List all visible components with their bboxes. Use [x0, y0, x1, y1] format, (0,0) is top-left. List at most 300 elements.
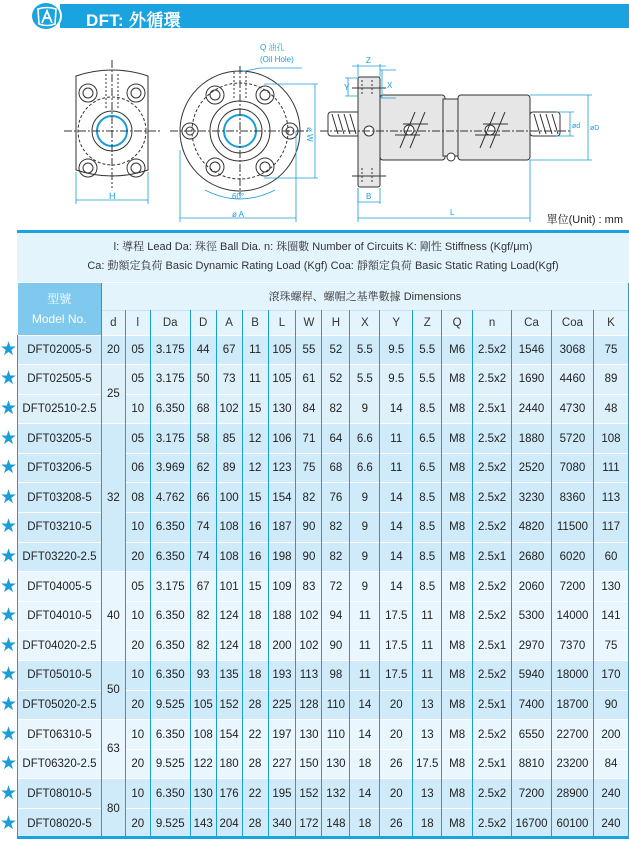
cell-h: 110	[322, 690, 350, 720]
cell-ca: 2970	[512, 631, 552, 661]
cell-d: 93	[190, 661, 216, 691]
table-row	[0, 424, 629, 454]
cell-coa: 7370	[551, 631, 593, 661]
column-header-l: l	[125, 310, 150, 335]
model-cell: DFT03210-5	[18, 513, 102, 543]
diameter-cell: 25	[101, 365, 125, 424]
cell-da: 3.175	[150, 335, 190, 365]
table-row	[0, 365, 629, 395]
cell-a: 85	[216, 424, 242, 454]
column-header-y: Y	[380, 310, 413, 335]
table-body	[0, 335, 629, 838]
column-header-z: Z	[413, 310, 442, 335]
cell-k: 108	[593, 424, 628, 454]
cell-l: 20	[125, 809, 150, 839]
cell-n: 2.5x2	[473, 720, 512, 750]
cell-ca: 5940	[512, 661, 552, 691]
cell-ca: 16700	[512, 809, 552, 839]
cell-ca: 6550	[512, 720, 552, 750]
cell-k: 75	[593, 631, 628, 661]
cell-q: M8	[442, 424, 473, 454]
cell-ca: 7400	[512, 690, 552, 720]
cell-h: 68	[322, 453, 350, 483]
cell-da: 6.350	[150, 601, 190, 631]
table-row	[0, 483, 629, 513]
cell-y: 17.5	[380, 631, 413, 661]
cell-z: 11	[413, 631, 442, 661]
cell-ca: 2520	[512, 453, 552, 483]
model-header-en: Model No.	[31, 311, 87, 326]
cell-w: 113	[296, 661, 322, 691]
cell-k: 170	[593, 661, 628, 691]
cell-y: 20	[380, 779, 413, 809]
cell-z: 13	[413, 720, 442, 750]
cell-z: 18	[413, 809, 442, 839]
cell-da: 6.350	[150, 394, 190, 424]
dimensions-table	[0, 283, 629, 838]
cell-y: 17.5	[380, 601, 413, 631]
cell-a: 67	[216, 335, 242, 365]
cell-n: 2.5x1	[473, 394, 512, 424]
star-icon: ★	[0, 424, 18, 454]
star-icon: ★	[0, 453, 18, 483]
cell-n: 2.5x2	[473, 483, 512, 513]
cell-h: 94	[322, 601, 350, 631]
cell-q: M8	[442, 779, 473, 809]
cell-a: 108	[216, 513, 242, 543]
cell-y: 14	[380, 572, 413, 602]
dim-phid: ød	[572, 123, 581, 130]
cell-da: 6.350	[150, 661, 190, 691]
cell-d: 44	[190, 335, 216, 365]
cell-coa: 5720	[551, 424, 593, 454]
cell-q: M8	[442, 513, 473, 543]
cell-w: 61	[296, 365, 322, 395]
cell-z: 8.5	[413, 483, 442, 513]
cell-x: 11	[350, 631, 380, 661]
cell-ca: 8810	[512, 749, 552, 779]
model-header-cn: 型號	[47, 291, 72, 306]
cell-z: 6.5	[413, 424, 442, 454]
cell-d: 105	[190, 690, 216, 720]
cell-z: 13	[413, 690, 442, 720]
column-header-q: Q	[442, 310, 473, 335]
cell-q: M8	[442, 542, 473, 572]
cell-w: 152	[296, 779, 322, 809]
cell-l: 106	[268, 424, 296, 454]
cell-l: 200	[268, 631, 296, 661]
model-cell: DFT04005-5	[18, 572, 102, 602]
cell-a: 204	[216, 809, 242, 839]
cell-coa: 18000	[551, 661, 593, 691]
cell-ca: 1880	[512, 424, 552, 454]
cell-l: 130	[268, 394, 296, 424]
cell-da: 6.350	[150, 542, 190, 572]
diameter-cell: 32	[101, 424, 125, 572]
cell-y: 14	[380, 483, 413, 513]
dim-B: B	[366, 192, 372, 201]
cell-x: 9	[350, 483, 380, 513]
cell-w: 84	[296, 394, 322, 424]
cell-a: 135	[216, 661, 242, 691]
cell-k: 200	[593, 720, 628, 750]
cell-b: 22	[242, 779, 268, 809]
cell-l: 195	[268, 779, 296, 809]
cell-x: 9	[350, 542, 380, 572]
cell-ca: 3230	[512, 483, 552, 513]
cell-coa: 4730	[551, 394, 593, 424]
cell-w: 102	[296, 601, 322, 631]
table-row	[0, 690, 629, 720]
cell-d: 74	[190, 513, 216, 543]
cell-d: 130	[190, 779, 216, 809]
cell-h: 64	[322, 424, 350, 454]
cell-b: 12	[242, 424, 268, 454]
cell-n: 2.5x2	[473, 365, 512, 395]
cell-n: 2.5x2	[473, 779, 512, 809]
star-icon: ★	[0, 542, 18, 572]
cell-l: 227	[268, 749, 296, 779]
cell-da: 6.350	[150, 631, 190, 661]
star-icon: ★	[0, 572, 18, 602]
cell-coa: 11500	[551, 513, 593, 543]
cell-a: 108	[216, 542, 242, 572]
star-icon: ★	[0, 601, 18, 631]
cell-da: 6.350	[150, 779, 190, 809]
cell-x: 9	[350, 572, 380, 602]
cell-l: 193	[268, 661, 296, 691]
column-header-d: d	[101, 310, 125, 335]
cell-l: 109	[268, 572, 296, 602]
cell-h: 76	[322, 483, 350, 513]
cell-n: 2.5x2	[473, 513, 512, 543]
cell-ca: 4820	[512, 513, 552, 543]
diameter-cell: 50	[101, 661, 125, 720]
column-header-coa: Coa	[551, 310, 593, 335]
cell-n: 2.5x2	[473, 335, 512, 365]
cell-k: 84	[593, 749, 628, 779]
cell-l: 20	[125, 749, 150, 779]
page-title: DFT: 外循環	[86, 11, 181, 30]
star-icon: ★	[0, 749, 18, 779]
cell-l: 154	[268, 483, 296, 513]
cell-l: 05	[125, 572, 150, 602]
cell-n: 2.5x2	[473, 572, 512, 602]
cell-q: M8	[442, 690, 473, 720]
model-cell: DFT03206-5	[18, 453, 102, 483]
cell-x: 18	[350, 749, 380, 779]
cell-da: 3.175	[150, 365, 190, 395]
cell-h: 82	[322, 394, 350, 424]
column-header-n: n	[473, 310, 512, 335]
cell-a: 152	[216, 690, 242, 720]
cell-z: 5.5	[413, 365, 442, 395]
table-row	[0, 601, 629, 631]
star-icon: ★	[0, 483, 18, 513]
cell-y: 9.5	[380, 365, 413, 395]
cell-a: 89	[216, 453, 242, 483]
table-row	[0, 394, 629, 424]
model-cell: DFT03205-5	[18, 424, 102, 454]
cell-l: 05	[125, 335, 150, 365]
cell-l: 197	[268, 720, 296, 750]
legend-line-2: Ca: 動額定負荷 Basic Dynamic Rating Load (Kgf) Coa: 靜額定負荷 Basic Static Rating Load(Kgf)	[87, 260, 559, 272]
cell-da: 9.525	[150, 690, 190, 720]
cell-q: M8	[442, 365, 473, 395]
column-header-da: Da	[150, 310, 190, 335]
cell-da: 9.525	[150, 809, 190, 839]
cell-d: 143	[190, 809, 216, 839]
table-row	[0, 335, 629, 365]
cell-w: 55	[296, 335, 322, 365]
cell-a: 180	[216, 749, 242, 779]
cell-q: M6	[442, 335, 473, 365]
cell-b: 18	[242, 661, 268, 691]
cell-x: 18	[350, 809, 380, 839]
cell-k: 48	[593, 394, 628, 424]
column-header-w: W	[296, 310, 322, 335]
cell-k: 240	[593, 779, 628, 809]
cell-d: 58	[190, 424, 216, 454]
cell-q: M8	[442, 483, 473, 513]
cell-ca: 1546	[512, 335, 552, 365]
cell-k: 130	[593, 572, 628, 602]
cell-da: 6.350	[150, 513, 190, 543]
dim-phiA: ø A	[232, 210, 245, 219]
cell-h: 72	[322, 572, 350, 602]
cell-d: 67	[190, 572, 216, 602]
cell-l: 05	[125, 365, 150, 395]
cell-b: 15	[242, 572, 268, 602]
cell-k: 240	[593, 809, 628, 839]
cell-q: M8	[442, 809, 473, 839]
star-icon: ★	[0, 394, 18, 424]
model-cell: DFT03208-5	[18, 483, 102, 513]
cell-b: 22	[242, 720, 268, 750]
table-bottom-rule	[17, 836, 629, 839]
cell-b: 15	[242, 483, 268, 513]
cell-y: 14	[380, 513, 413, 543]
cell-coa: 8360	[551, 483, 593, 513]
cell-z: 8.5	[413, 542, 442, 572]
cell-l: 20	[125, 542, 150, 572]
cell-da: 3.175	[150, 572, 190, 602]
oil-hole-label-en: (Oil Hole)	[260, 55, 294, 64]
cell-w: 128	[296, 690, 322, 720]
cell-w: 172	[296, 809, 322, 839]
cell-h: 148	[322, 809, 350, 839]
cell-coa: 4460	[551, 365, 593, 395]
cell-a: 102	[216, 394, 242, 424]
cell-n: 2.5x2	[473, 661, 512, 691]
dim-Y: Y	[344, 83, 350, 92]
cell-w: 130	[296, 720, 322, 750]
star-header-spacer	[0, 283, 18, 335]
cell-ca: 2440	[512, 394, 552, 424]
cell-l: 105	[268, 335, 296, 365]
cell-y: 14	[380, 394, 413, 424]
cell-q: M8	[442, 453, 473, 483]
cell-ca: 2060	[512, 572, 552, 602]
cell-l: 340	[268, 809, 296, 839]
cell-q: M8	[442, 749, 473, 779]
cell-q: M8	[442, 720, 473, 750]
cell-coa: 22700	[551, 720, 593, 750]
cell-k: 90	[593, 690, 628, 720]
cell-b: 18	[242, 631, 268, 661]
cell-x: 14	[350, 690, 380, 720]
star-icon: ★	[0, 631, 18, 661]
model-cell: DFT08020-5	[18, 809, 102, 839]
cell-l: 10	[125, 661, 150, 691]
star-icon: ★	[0, 513, 18, 543]
diameter-cell: 80	[101, 779, 125, 838]
cell-b: 18	[242, 601, 268, 631]
cell-l: 188	[268, 601, 296, 631]
cell-z: 17.5	[413, 749, 442, 779]
cell-da: 4.762	[150, 483, 190, 513]
cell-l: 198	[268, 542, 296, 572]
dim-phiW: ø W	[305, 127, 314, 142]
star-icon: ★	[0, 661, 18, 691]
cell-d: 68	[190, 394, 216, 424]
cell-k: 111	[593, 453, 628, 483]
model-cell: DFT08010-5	[18, 779, 102, 809]
cell-h: 82	[322, 542, 350, 572]
cell-n: 2.5x1	[473, 690, 512, 720]
model-cell: DFT02005-5	[18, 335, 102, 365]
column-header-l: L	[268, 310, 296, 335]
star-icon: ★	[0, 690, 18, 720]
flange-side-view	[64, 60, 160, 188]
cell-y: 26	[380, 809, 413, 839]
star-icon: ★	[0, 365, 18, 395]
cell-y: 26	[380, 749, 413, 779]
table-row	[0, 542, 629, 572]
diameter-cell: 63	[101, 720, 125, 779]
cell-ca: 7200	[512, 779, 552, 809]
cell-x: 14	[350, 779, 380, 809]
cell-a: 101	[216, 572, 242, 602]
cell-d: 62	[190, 453, 216, 483]
column-header-b: B	[242, 310, 268, 335]
star-icon: ★	[0, 720, 18, 750]
cell-z: 8.5	[413, 394, 442, 424]
cell-h: 52	[322, 365, 350, 395]
cell-q: M8	[442, 631, 473, 661]
model-cell: DFT04010-5	[18, 601, 102, 631]
column-header-a: A	[216, 310, 242, 335]
cell-ca: 1690	[512, 365, 552, 395]
cell-x: 5.5	[350, 335, 380, 365]
cell-n: 2.5x1	[473, 749, 512, 779]
cell-b: 28	[242, 809, 268, 839]
unit-label: 單位(Unit) : mm	[546, 214, 623, 226]
table-row	[0, 631, 629, 661]
table-row	[0, 572, 629, 602]
oil-hole-label: Q 油孔	[260, 43, 285, 52]
cell-coa: 7200	[551, 572, 593, 602]
model-cell: DFT02510-2.5	[18, 394, 102, 424]
cell-q: M8	[442, 601, 473, 631]
cell-ca: 2680	[512, 542, 552, 572]
cell-b: 11	[242, 335, 268, 365]
column-header-x: X	[350, 310, 380, 335]
company-logo-icon	[30, 1, 62, 31]
cell-d: 82	[190, 601, 216, 631]
cell-y: 11	[380, 453, 413, 483]
cell-z: 5.5	[413, 335, 442, 365]
cell-l: 10	[125, 513, 150, 543]
cell-x: 5.5	[350, 365, 380, 395]
dim-angle: 60°	[232, 192, 245, 201]
cell-n: 2.5x2	[473, 424, 512, 454]
cell-w: 90	[296, 542, 322, 572]
cell-l: 20	[125, 690, 150, 720]
ball-nut-drawing	[0, 36, 629, 230]
cell-b: 11	[242, 365, 268, 395]
cell-d: 50	[190, 365, 216, 395]
cell-coa: 7080	[551, 453, 593, 483]
cell-k: 141	[593, 601, 628, 631]
cell-q: M8	[442, 661, 473, 691]
dimensions-group-header: 滾珠螺桿、螺帽之基準數據 Dimensions	[101, 283, 628, 310]
cell-q: M8	[442, 572, 473, 602]
cell-a: 73	[216, 365, 242, 395]
diameter-cell: 40	[101, 572, 125, 661]
cell-d: 108	[190, 720, 216, 750]
table-row	[0, 661, 629, 691]
cell-a: 176	[216, 779, 242, 809]
cell-w: 102	[296, 631, 322, 661]
cell-y: 14	[380, 542, 413, 572]
cell-n: 2.5x2	[473, 453, 512, 483]
cell-h: 130	[322, 749, 350, 779]
cell-a: 154	[216, 720, 242, 750]
cell-z: 11	[413, 601, 442, 631]
cell-n: 2.5x1	[473, 542, 512, 572]
table-row	[0, 779, 629, 809]
cell-l: 05	[125, 424, 150, 454]
cell-b: 16	[242, 513, 268, 543]
cell-w: 90	[296, 513, 322, 543]
column-header-k: K	[593, 310, 628, 335]
cell-y: 20	[380, 690, 413, 720]
cell-z: 6.5	[413, 453, 442, 483]
star-icon: ★	[0, 335, 18, 365]
dim-H: H	[109, 191, 116, 201]
cell-h: 90	[322, 631, 350, 661]
cell-x: 11	[350, 661, 380, 691]
model-cell: DFT05020-2.5	[18, 690, 102, 720]
cell-l: 08	[125, 483, 150, 513]
cell-b: 28	[242, 690, 268, 720]
star-icon: ★	[0, 809, 18, 839]
cell-x: 11	[350, 601, 380, 631]
cell-x: 6.6	[350, 424, 380, 454]
cell-l: 20	[125, 631, 150, 661]
cell-coa: 28900	[551, 779, 593, 809]
cell-y: 11	[380, 424, 413, 454]
model-cell: DFT04020-2.5	[18, 631, 102, 661]
table-row	[0, 809, 629, 839]
cell-b: 16	[242, 542, 268, 572]
legend	[17, 233, 629, 282]
cell-x: 9	[350, 513, 380, 543]
cell-k: 117	[593, 513, 628, 543]
cell-w: 150	[296, 749, 322, 779]
model-cell: DFT06310-5	[18, 720, 102, 750]
